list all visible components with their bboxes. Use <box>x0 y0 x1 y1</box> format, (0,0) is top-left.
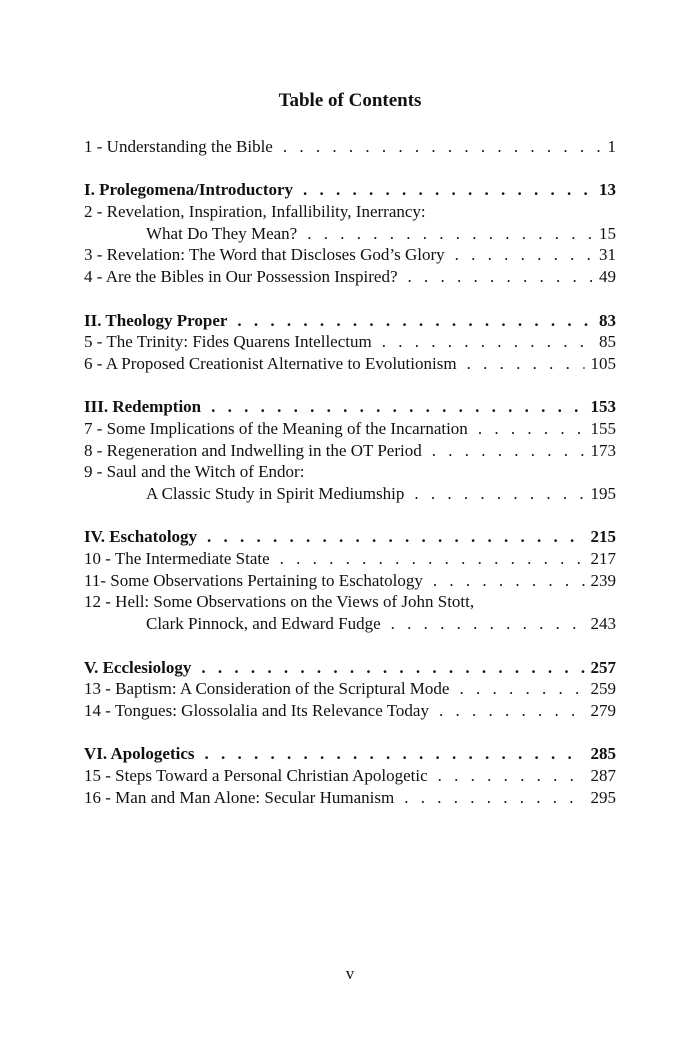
toc-entry-page: 217 <box>590 549 616 569</box>
toc-entry-line1 <box>84 591 616 613</box>
toc-entry <box>84 418 616 440</box>
toc-entry-page: 49 <box>599 267 616 287</box>
page-title: Table of Contents <box>278 90 422 111</box>
dot-leader <box>207 526 584 548</box>
dot-leader <box>478 418 585 440</box>
toc-entry-page: 15 <box>599 223 616 243</box>
toc-entry-text: 4 - Are the Bibles in Our Possession Inspired? <box>84 267 398 287</box>
dot-leader <box>438 765 585 787</box>
toc-entry-page: 155 <box>590 418 616 438</box>
toc-entry-text: Clark Pinnock, and Edward Fudge <box>146 614 381 634</box>
section-heading <box>84 657 616 679</box>
dot-leader <box>467 353 585 375</box>
toc-entry-page: 105 <box>590 353 616 373</box>
toc-entry-page: 173 <box>590 440 616 460</box>
toc-entry-text: 3 - Revelation: The Word that Discloses God’s Glory <box>84 245 445 265</box>
toc-entry <box>84 548 616 570</box>
section-heading <box>84 310 616 332</box>
toc-entry <box>84 331 616 353</box>
toc-entry-text: 9 - Saul and the Witch of Endor: <box>84 462 305 482</box>
section-heading-page: 215 <box>590 527 616 547</box>
toc-entry-page: 31 <box>599 245 616 265</box>
toc-entry-page: 85 <box>599 332 616 352</box>
toc-entry-text: 5 - The Trinity: Fides Quarens Intellectum <box>84 332 372 352</box>
toc-entry-text: What Do They Mean? <box>146 223 298 243</box>
toc-entry <box>84 136 616 158</box>
dot-leader <box>201 657 584 679</box>
dot-leader <box>205 743 585 765</box>
section-heading-text: VI. Apologetics <box>84 744 195 764</box>
section-gap <box>84 722 616 744</box>
toc-entry-page: 243 <box>590 614 616 634</box>
toc-entry-text: 6 - A Proposed Creationist Alternative to Evolutionism <box>84 353 457 373</box>
section-heading <box>84 179 616 201</box>
dot-leader <box>303 179 593 201</box>
toc-entry-page: 295 <box>590 787 616 807</box>
toc-entry-page: 239 <box>590 570 616 590</box>
toc-entry-text: 16 - Man and Man Alone: Secular Humanism <box>84 787 395 807</box>
section-heading <box>84 396 616 418</box>
section-heading-text: IV. Eschatology <box>84 527 198 547</box>
toc-entry <box>84 353 616 375</box>
toc-entry-page: 259 <box>590 679 616 699</box>
section-heading-page: 257 <box>590 657 616 677</box>
toc-entry-text: 13 - Baptism: A Consideration of the Scriptural Mode <box>84 679 450 699</box>
section-gap <box>84 158 616 180</box>
section-heading-page: 13 <box>599 180 616 200</box>
table-of-contents <box>84 136 616 808</box>
toc-entry-text: 7 - Some Implications of the Meaning of the Incarnation <box>84 418 468 438</box>
toc-entry-page: 279 <box>590 700 616 720</box>
section-gap <box>84 375 616 397</box>
dot-leader <box>211 396 584 418</box>
toc-entry-text: A Classic Study in Spirit Mediumship <box>146 484 405 503</box>
dot-leader <box>280 548 585 570</box>
dot-leader <box>439 700 585 722</box>
toc-entry <box>84 266 616 288</box>
toc-entry-text: 11- Some Observations Pertaining to Eschatology <box>84 570 423 590</box>
toc-entry <box>84 483 616 505</box>
toc-entry <box>84 223 616 245</box>
toc-entry-text: 10 - The Intermediate State <box>84 549 270 569</box>
toc-entry <box>84 678 616 700</box>
dot-leader <box>414 483 584 505</box>
section-heading-page: 83 <box>599 310 616 330</box>
dot-leader <box>433 570 585 592</box>
section-heading-page: 285 <box>590 744 616 764</box>
section-heading-text: V. Ecclesiology <box>84 657 192 677</box>
dot-leader <box>237 310 593 332</box>
toc-entry <box>84 440 616 462</box>
dot-leader <box>404 787 584 809</box>
section-heading-text: II. Theology Proper <box>84 310 228 330</box>
toc-entry <box>84 787 616 809</box>
toc-entry <box>84 244 616 266</box>
section-gap <box>84 635 616 657</box>
toc-entry-text: 14 - Tongues: Glossolalia and Its Relevance Today <box>84 700 429 720</box>
section-heading <box>84 526 616 548</box>
toc-entry <box>84 700 616 722</box>
toc-entry-line1 <box>84 201 616 223</box>
toc-entry-text: 8 - Regeneration and Indwelling in the OT Period <box>84 440 422 460</box>
section-heading-text: I. Prolegomena/Introductory <box>84 180 294 200</box>
dot-leader <box>408 266 593 288</box>
toc-entry-text: 12 - Hell: Some Observations on the Views of John Stott, <box>84 592 475 612</box>
toc-entry-line1 <box>84 461 616 483</box>
toc-entry <box>84 570 616 592</box>
toc-entry <box>84 613 616 635</box>
section-heading <box>84 743 616 765</box>
dot-leader <box>283 136 602 158</box>
toc-entry-text: 1 - Understanding the Bible <box>84 137 273 156</box>
section-heading-text: III. Redemption <box>84 397 202 417</box>
page-number: v <box>345 964 355 983</box>
dot-leader <box>432 440 585 462</box>
toc-entry-page: 195 <box>590 484 616 503</box>
dot-leader <box>391 613 585 635</box>
dot-leader <box>459 678 584 700</box>
section-gap <box>84 505 616 527</box>
toc-entry-page: 1 <box>607 137 616 156</box>
toc-entry-text: 15 - Steps Toward a Personal Christian Apologetic <box>84 765 428 785</box>
section-gap <box>84 288 616 310</box>
toc-entry <box>84 765 616 787</box>
toc-entry-page: 287 <box>590 765 616 785</box>
toc-entry-text: 2 - Revelation, Inspiration, Infallibility, Inerrancy: <box>84 202 426 222</box>
dot-leader <box>455 244 593 266</box>
dot-leader <box>382 331 593 353</box>
section-heading-page: 153 <box>590 397 616 417</box>
dot-leader <box>307 223 593 245</box>
